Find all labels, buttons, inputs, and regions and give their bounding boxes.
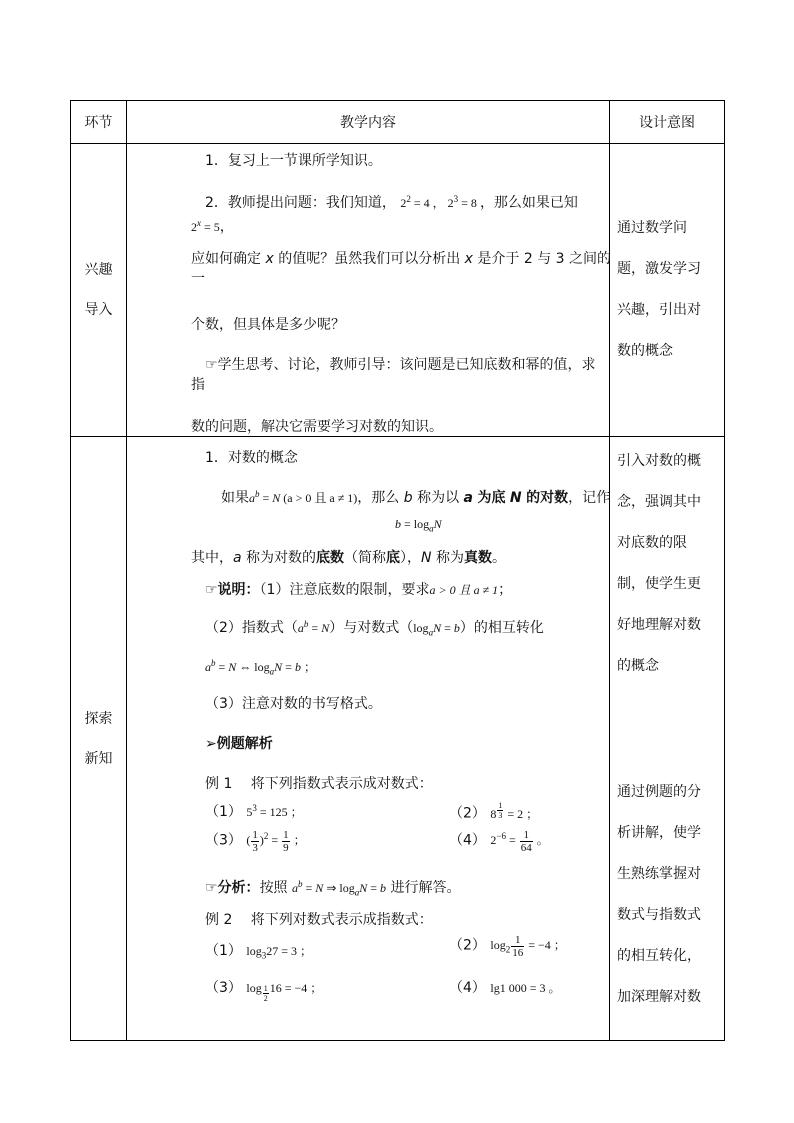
question-wrap: 一 (191, 271, 205, 287)
note-2-formula: $a^b = N$ ⇔ $\log_aN = b$ ； (205, 658, 316, 677)
stage-label: 导入 (84, 302, 113, 318)
example-2-item: （3） log $_{\frac{1}{2}}$ 16 = −4 ； (205, 980, 323, 1003)
row-interest-intro (71, 144, 725, 437)
review-text: 1．复习上一节课所学知识。 (205, 153, 382, 169)
question-condition: $2^x = 5$， (191, 218, 234, 235)
content-cell-intro (127, 144, 610, 437)
example-1-item: （1） $5^3 = 125$ ； (205, 803, 303, 820)
note-2: （2）指数式$(a^b = N)$与对数式$(\log_aN = b)$的相互转化 (205, 619, 544, 638)
header-intent: 设计意图 (610, 101, 725, 144)
stage-cell-intro (71, 144, 127, 437)
stage-cell-explore (71, 437, 127, 1041)
example-2-item: （4） lg1 000 = 3 。 (449, 980, 561, 996)
example-heading: ➢例题解析 (205, 736, 273, 752)
lesson-plan-table (70, 100, 725, 1041)
intent-text: 引入对数的概 念，强调其中 对底数的限 制，使学生更 好地理解对数 的概念 (617, 453, 701, 674)
stage-label: 兴趣 (84, 262, 113, 278)
intent-text: 通过例题的分 析讲解，使学 生熟练掌握对 数式与指数式 的相互转化， 加深理解对数 (617, 784, 701, 1005)
guide-wrap: 指 (191, 377, 205, 393)
example-1-item: （2） 8 $^{\frac{1}{3}}$ = 2 ； (449, 801, 539, 822)
intent-cell-intro (610, 144, 725, 437)
section-heading: 1．对数的概念 (205, 450, 298, 466)
guide-text-2: 数的问题，解决它需要学习对数的知识。 (191, 419, 443, 435)
content-cell-explore (127, 437, 610, 1041)
question-text-3: 个数，但具体是多少呢？ (191, 317, 345, 333)
stage-label: 新知 (84, 750, 113, 767)
definition-text: 如果$a^b = N$ (a > 0 且 a ≠ 1)，那么 b 称为以 a 为底 N 的对数，记作 (221, 489, 611, 506)
stage-label: 探索 (84, 710, 113, 727)
question-text: 2．教师提出问题：我们知道， $2^2 = 4$ ， $2^3 = 8$ ，那么如果已知 (205, 194, 578, 211)
example-2-title: 例 2 将下列对数式表示成指数式： (205, 912, 433, 928)
header-row (71, 101, 725, 144)
intent-cell-explore (610, 437, 725, 1041)
note-1: ☞说明：（1）注意底数的限制，要求a > 0 且 a ≠ 1； (205, 582, 513, 598)
guide-text: ☞学生思考、讨论，教师引导：该问题是已知底数和幂的值，求 (205, 357, 596, 373)
definition-formula: $b = \log_aN$ (395, 517, 442, 534)
row-explore-new (71, 437, 725, 1041)
header-content: 教学内容 (127, 101, 610, 144)
header-stage: 环节 (71, 101, 127, 144)
where-text: 其中，a 称为对数的底数（简称底），N 称为真数。 (191, 550, 506, 566)
example-1-item: （4） $2^{-6}$ = $\frac{1}{64}$ 。 (449, 829, 549, 854)
example-1-item: （3） ( $\frac{1}{3}$ )$^2$ = $\frac{1}{9}$ ； (205, 829, 306, 854)
example-2-item: （1） $\log_327 = 3$ ； (205, 943, 312, 961)
question-text-2: 应如何确定 x 的值呢？虽然我们可以分析出 x 是介于 2 与 3 之间的 (191, 251, 612, 267)
example-2-item: （2） $\log_2$ $\frac{1}{16}$ = −4 ； (449, 934, 566, 959)
analysis-text: ☞分析：按照 $a^b = N$ ⇒ $\log_aN = b$ 进行解答。 (205, 879, 461, 898)
intent-text: 通过数学问 题，激发学习 兴趣，引出对 数的概念 (617, 220, 701, 359)
example-1-title: 例 1 将下列指数式表示成对数式： (205, 776, 433, 792)
note-3: （3）注意对数的书写格式。 (205, 696, 382, 712)
